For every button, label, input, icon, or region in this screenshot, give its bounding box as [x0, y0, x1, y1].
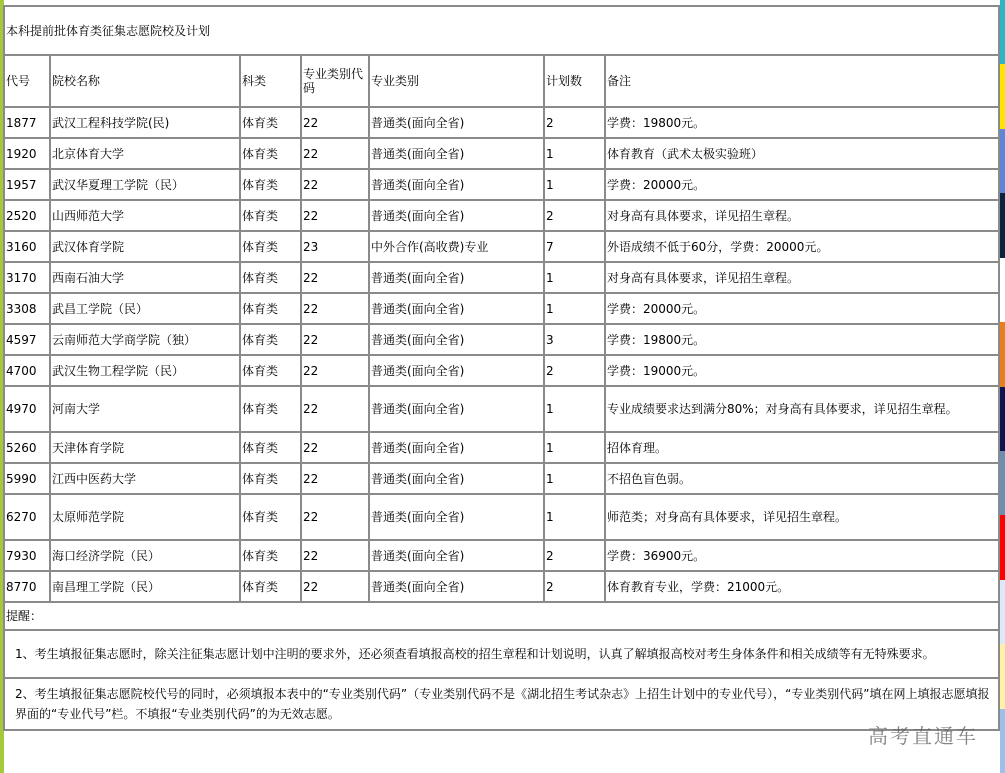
cell-code: 6270: [4, 494, 50, 540]
cell-major-type: 普通类(面向全省): [369, 432, 544, 463]
table-row: [4, 200, 999, 231]
cell-subject: 体育类: [240, 200, 301, 231]
cell-major-type: 普通类(面向全省): [369, 262, 544, 293]
cell-code: 7930: [4, 540, 50, 571]
cell-major-type: 普通类(面向全省): [369, 200, 544, 231]
cell-plan-count: 2: [544, 571, 605, 602]
cell-code: 3308: [4, 293, 50, 324]
cell-code: 4597: [4, 324, 50, 355]
cell-code: 5990: [4, 463, 50, 494]
cell-remarks: 外语成绩不低于60分，学费：20000元。: [605, 231, 999, 262]
cell-remarks: 学费：19000元。: [605, 355, 999, 386]
cell-major-code: 22: [301, 262, 369, 293]
cell-major-type: 普通类(面向全省): [369, 324, 544, 355]
cell-remarks: 师范类；对身高有具体要求，详见招生章程。: [605, 494, 999, 540]
cell-major-code: 23: [301, 231, 369, 262]
cell-school: 太原师范学院: [50, 494, 240, 540]
cell-subject: 体育类: [240, 540, 301, 571]
cell-remarks: 专业成绩要求达到满分80%；对身高有具体要求，详见招生章程。: [605, 386, 999, 432]
cell-school: 河南大学: [50, 386, 240, 432]
cell-subject: 体育类: [240, 169, 301, 200]
cell-remarks: 招体育理。: [605, 432, 999, 463]
table-row: [4, 138, 999, 169]
table-row: [4, 355, 999, 386]
enrollment-table: [3, 5, 1000, 731]
cell-subject: 体育类: [240, 386, 301, 432]
cell-code: 8770: [4, 571, 50, 602]
cell-school: 海口经济学院（民）: [50, 540, 240, 571]
cell-plan-count: 1: [544, 138, 605, 169]
cell-major-type: 普通类(面向全省): [369, 355, 544, 386]
cell-subject: 体育类: [240, 432, 301, 463]
cell-subject: 体育类: [240, 355, 301, 386]
header-code: 代号: [4, 55, 50, 107]
cell-plan-count: 2: [544, 355, 605, 386]
cell-subject: 体育类: [240, 293, 301, 324]
cell-subject: 体育类: [240, 231, 301, 262]
cell-subject: 体育类: [240, 107, 301, 138]
cell-plan-count: 2: [544, 200, 605, 231]
cell-plan-count: 1: [544, 494, 605, 540]
cell-code: 4700: [4, 355, 50, 386]
cell-code: 5260: [4, 432, 50, 463]
cell-plan-count: 1: [544, 463, 605, 494]
cell-remarks: 学费：19800元。: [605, 107, 999, 138]
cell-major-type: 普通类(面向全省): [369, 494, 544, 540]
cell-school: 云南师范大学商学院（独）: [50, 324, 240, 355]
cell-major-type: 普通类(面向全省): [369, 463, 544, 494]
cell-major-code: 22: [301, 138, 369, 169]
header-plan-count: 计划数: [544, 55, 605, 107]
cell-plan-count: 7: [544, 231, 605, 262]
cell-plan-count: 1: [544, 262, 605, 293]
cell-major-code: 22: [301, 386, 369, 432]
cell-major-code: 22: [301, 293, 369, 324]
table-row: [4, 386, 999, 432]
table-row: [4, 169, 999, 200]
cell-school: 西南石油大学: [50, 262, 240, 293]
cell-major-code: 22: [301, 324, 369, 355]
cell-school: 山西师范大学: [50, 200, 240, 231]
cell-plan-count: 1: [544, 293, 605, 324]
cell-school: 武昌工学院（民）: [50, 293, 240, 324]
header-subject: 科类: [240, 55, 301, 107]
cell-plan-count: 1: [544, 169, 605, 200]
cell-code: 1877: [4, 107, 50, 138]
cell-subject: 体育类: [240, 463, 301, 494]
cell-major-type: 普通类(面向全省): [369, 293, 544, 324]
cell-plan-count: 1: [544, 432, 605, 463]
header-remarks: 备注: [605, 55, 999, 107]
header-major-type: 专业类别: [369, 55, 544, 107]
table-row: [4, 540, 999, 571]
cell-plan-count: 1: [544, 386, 605, 432]
cell-remarks: 学费：20000元。: [605, 169, 999, 200]
cell-remarks: 体育教育专业，学费：21000元。: [605, 571, 999, 602]
cell-major-code: 22: [301, 571, 369, 602]
cell-plan-count: 3: [544, 324, 605, 355]
cell-code: 4970: [4, 386, 50, 432]
cell-code: 1957: [4, 169, 50, 200]
cell-remarks: 体育教育（武术太极实验班）: [605, 138, 999, 169]
cell-major-code: 22: [301, 432, 369, 463]
cell-remarks: 学费：36900元。: [605, 540, 999, 571]
cell-code: 3170: [4, 262, 50, 293]
table-row: [4, 107, 999, 138]
table-row: [4, 432, 999, 463]
table-row: [4, 293, 999, 324]
cell-school: 北京体育大学: [50, 138, 240, 169]
note-1: 1、考生填报征集志愿时，除关注征集志愿计划中注明的要求外，还必须查看填报高校的招生章程和计划说明，认真了解填报高校对考生身体条件和相关成绩等有无特殊要求。: [4, 630, 999, 678]
table-row: [4, 463, 999, 494]
cell-school: 武汉工程科技学院(民): [50, 107, 240, 138]
header-school: 院校名称: [50, 55, 240, 107]
cell-major-type: 普通类(面向全省): [369, 107, 544, 138]
cell-plan-count: 2: [544, 540, 605, 571]
cell-remarks: 学费：20000元。: [605, 293, 999, 324]
cell-remarks: 学费：19800元。: [605, 324, 999, 355]
cell-major-type: 普通类(面向全省): [369, 540, 544, 571]
cell-major-code: 22: [301, 169, 369, 200]
table-row: [4, 262, 999, 293]
note-2: 2、考生填报征集志愿院校代号的同时，必须填报本表中的“专业类别代码”（专业类别代码不是《湖北招生考试杂志》上招生计划中的专业代号），“专业类别代码”填在网上填报志愿填报界面的“专业代号”栏。不填报“专业类别代码”的为无效志愿。: [4, 678, 999, 730]
cell-major-type: 普通类(面向全省): [369, 169, 544, 200]
cell-subject: 体育类: [240, 324, 301, 355]
cell-major-type: 中外合作(高收费)专业: [369, 231, 544, 262]
cell-major-code: 22: [301, 463, 369, 494]
cell-remarks: 不招色盲色弱。: [605, 463, 999, 494]
cell-major-type: 普通类(面向全省): [369, 386, 544, 432]
cell-subject: 体育类: [240, 571, 301, 602]
cell-remarks: 对身高有具体要求，详见招生章程。: [605, 200, 999, 231]
cell-subject: 体育类: [240, 494, 301, 540]
cell-major-type: 普通类(面向全省): [369, 571, 544, 602]
watermark: 高考直通车: [868, 724, 978, 748]
table-row: [4, 494, 999, 540]
reminder-label: 提醒：: [4, 602, 999, 630]
cell-code: 2520: [4, 200, 50, 231]
cell-major-code: 22: [301, 355, 369, 386]
table-row: [4, 231, 999, 262]
cell-plan-count: 2: [544, 107, 605, 138]
header-major-code: 专业类别代码: [301, 55, 369, 107]
cell-school: 武汉生物工程学院（民）: [50, 355, 240, 386]
cell-school: 武汉体育学院: [50, 231, 240, 262]
right-image-strip: [1000, 0, 1005, 773]
table-row: [4, 571, 999, 602]
cell-school: 武汉华夏理工学院（民）: [50, 169, 240, 200]
cell-major-code: 22: [301, 540, 369, 571]
cell-major-code: 22: [301, 107, 369, 138]
cell-school: 南昌理工学院（民）: [50, 571, 240, 602]
header-row: [4, 55, 999, 107]
cell-school: 江西中医药大学: [50, 463, 240, 494]
cell-subject: 体育类: [240, 138, 301, 169]
table-row: [4, 324, 999, 355]
cell-major-code: 22: [301, 494, 369, 540]
cell-subject: 体育类: [240, 262, 301, 293]
cell-major-code: 22: [301, 200, 369, 231]
cell-code: 3160: [4, 231, 50, 262]
cell-code: 1920: [4, 138, 50, 169]
cell-school: 天津体育学院: [50, 432, 240, 463]
table-title: 本科提前批体育类征集志愿院校及计划: [4, 6, 999, 55]
cell-remarks: 对身高有具体要求，详见招生章程。: [605, 262, 999, 293]
cell-major-type: 普通类(面向全省): [369, 138, 544, 169]
